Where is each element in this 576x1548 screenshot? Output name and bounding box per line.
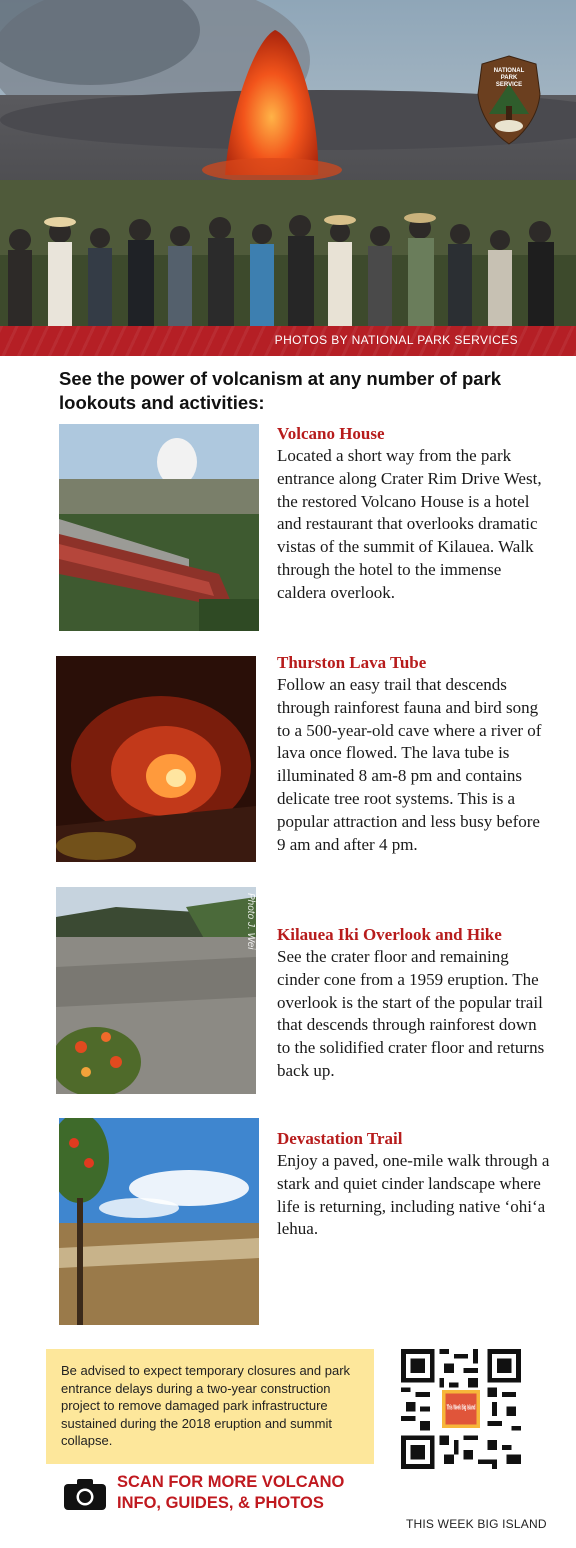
entry-title: Thurston Lava Tube (277, 653, 427, 672)
lava-tube-photo (56, 656, 256, 862)
kilauea-iki-photo (56, 887, 256, 1094)
entry-title: Devastation Trail (277, 1129, 403, 1148)
entry-body: See the crater floor and remaining cinder cone from a 1959 eruption. The overlook is the start of the popular trail that descends through rainforest down to the solidified crater floor and returns back up. (277, 947, 545, 1080)
entry-devastation-trail (277, 1128, 552, 1241)
nps-arrowhead-icon (474, 54, 544, 146)
entry-body: Located a short way from the park entrance along Crater Rim Drive West, the restored Volcano House is a hotel and restaurant that overlooks dramatic vistas of the summit of Kilauea. Walk through the hotel to the immense caldera overlook. (277, 446, 542, 602)
scan-cta[interactable] (117, 1472, 397, 1514)
qr-logo: This Week Big Island (446, 1402, 476, 1412)
entry-kilauea-iki (277, 924, 552, 1083)
photo-credit-kilauea: Photo J. Wei (245, 893, 256, 950)
qr-code-icon[interactable] (401, 1349, 521, 1469)
entry-title: Kilauea Iki Overlook and Hike (277, 925, 502, 944)
entry-body: Follow an easy trail that descends through rainforest fauna and bird song to a 500-year-old cave where a river of lava once flowed. The lava tube is illuminated 8 am-8 pm and contains delicate tree root systems. This is a popular attraction and less busy before 9 am and after 4 pm. (277, 675, 542, 854)
hero-photo (0, 0, 576, 326)
closure-notice: Be advised to expect temporary closures and park entrance delays during a two-year construction project to remove damaged park infrastructure sustained during the 2018 eruption and summit collapse. (46, 1349, 374, 1464)
volcano-house-photo (59, 424, 259, 631)
entry-volcano-house (277, 423, 552, 605)
devastation-trail-photo (59, 1118, 259, 1325)
entry-lava-tube (277, 652, 552, 856)
svg-text:SERVICE: SERVICE (495, 82, 523, 88)
scan-cta-line2: INFO, GUIDES, & PHOTOS (117, 1494, 324, 1512)
publication-name: THIS WEEK BIG ISLAND (406, 1517, 547, 1531)
entry-title: Volcano House (277, 424, 385, 443)
section-headline: See the power of volcanism at any number of park lookouts and activities: (59, 368, 502, 413)
photo-credit: PHOTOS BY NATIONAL PARK SERVICES (274, 333, 518, 347)
svg-text:NATIONAL: NATIONAL (493, 68, 525, 74)
photo-credit-bar (0, 326, 576, 356)
scan-cta-line1: SCAN FOR MORE VOLCANO (117, 1473, 345, 1491)
camera-icon (64, 1478, 106, 1510)
entry-body: Enjoy a paved, one-mile walk through a stark and quiet cinder landscape where life is returning, including native ʻohiʻa lehua. (277, 1151, 550, 1239)
svg-text:PARK: PARK (500, 75, 518, 81)
